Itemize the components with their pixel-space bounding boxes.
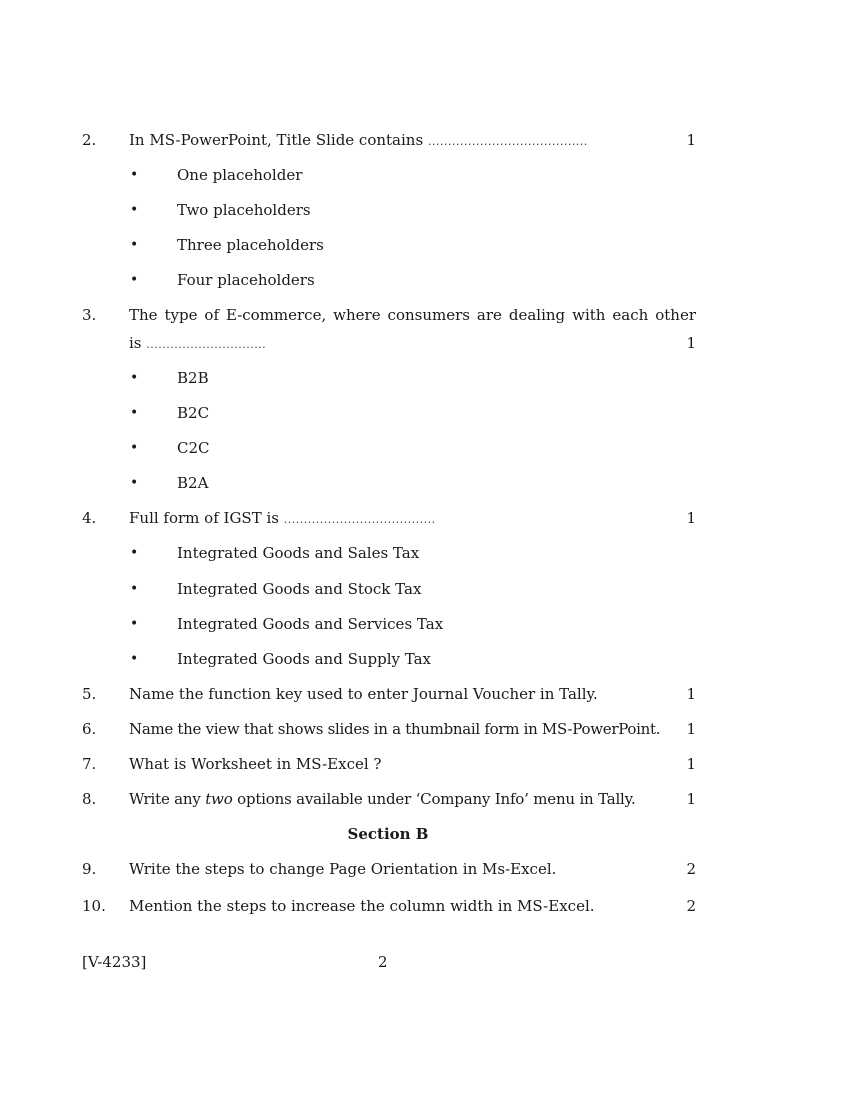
question-text: The type of E-commerce, where consumers are dealing with each other [129, 306, 696, 324]
answer-blank: ........................................ [427, 135, 588, 148]
question-marks: 1 [686, 790, 696, 808]
question-text: options available under ‘Company Info’ menu in Tally. [232, 790, 636, 808]
question-text: Write any [129, 790, 206, 808]
question-marks: 2 [686, 897, 696, 915]
question-text: In MS-PowerPoint, Title Slide contains [129, 131, 424, 149]
option-text: Integrated Goods and Services Tax [177, 615, 444, 633]
question-marks: 1 [686, 131, 696, 149]
question-text: Write the steps to change Page Orientation in Ms-Excel. [129, 860, 557, 878]
option-text: Integrated Goods and Stock Tax [177, 580, 422, 598]
question-text: Full form of IGST is [129, 509, 279, 527]
question-9 [82, 858, 696, 880]
question-2 [82, 129, 696, 151]
option-text: Integrated Goods and Sales Tax [177, 544, 420, 562]
page-number: 2 [378, 953, 388, 971]
option-text: B2A [177, 474, 209, 492]
question-number: 7. [82, 755, 97, 773]
question-text: Name the view that shows slides in a thumbnail form in MS-PowerPoint. [129, 720, 661, 738]
paper-code: [V-4233] [82, 953, 147, 971]
question-marks: 1 [686, 755, 696, 773]
bullet-icon: • [130, 370, 139, 386]
option-text: One placeholder [177, 166, 303, 184]
option-text: B2C [177, 404, 210, 422]
bullet-icon: • [130, 167, 139, 183]
option-text: C2C [177, 439, 210, 457]
question-marks: 1 [686, 334, 696, 352]
bullet-icon: • [130, 475, 139, 491]
bullet-icon: • [130, 272, 139, 288]
question-text: Mention the steps to increase the column width in MS-Excel. [129, 897, 595, 915]
question-4 [82, 507, 696, 529]
option-text: Three placeholders [177, 236, 324, 254]
question-number: 9. [82, 860, 97, 878]
question-marks: 1 [686, 509, 696, 527]
question-number: 2. [82, 131, 97, 149]
question-number: 5. [82, 685, 97, 703]
question-text-emphasis: two [205, 790, 233, 808]
question-number: 4. [82, 509, 97, 527]
question-6 [82, 718, 696, 740]
question-7 [82, 753, 696, 775]
question-number: 3. [82, 306, 97, 324]
question-number: 10. [82, 897, 106, 915]
question-text: is [129, 334, 142, 352]
question-marks: 1 [686, 685, 696, 703]
bullet-icon: • [130, 651, 139, 667]
bullet-icon: • [130, 545, 139, 561]
option-text: Integrated Goods and Supply Tax [177, 650, 431, 668]
question-marks: 2 [686, 860, 696, 878]
question-number: 8. [82, 790, 97, 808]
question-text: Name the function key used to enter Journal Voucher in Tally. [129, 685, 598, 703]
question-number: 6. [82, 720, 97, 738]
question-text: What is Worksheet in MS-Excel ? [129, 755, 382, 773]
question-8 [82, 788, 696, 810]
bullet-icon: • [130, 581, 139, 597]
answer-blank: .............................. [146, 338, 267, 351]
section-heading: Section B [347, 825, 429, 843]
question-marks: 1 [686, 720, 696, 738]
question-3 [82, 304, 696, 326]
option-text: Two placeholders [177, 201, 311, 219]
option-text: B2B [177, 369, 209, 387]
bullet-icon: • [130, 616, 139, 632]
answer-blank: ...................................... [283, 513, 436, 526]
bullet-icon: • [130, 405, 139, 421]
question-10 [82, 895, 696, 917]
question-5 [82, 683, 696, 705]
bullet-icon: • [130, 237, 139, 253]
question-3-continued [82, 332, 696, 354]
bullet-icon: • [130, 440, 139, 456]
bullet-icon: • [130, 202, 139, 218]
option-text: Four placeholders [177, 271, 315, 289]
